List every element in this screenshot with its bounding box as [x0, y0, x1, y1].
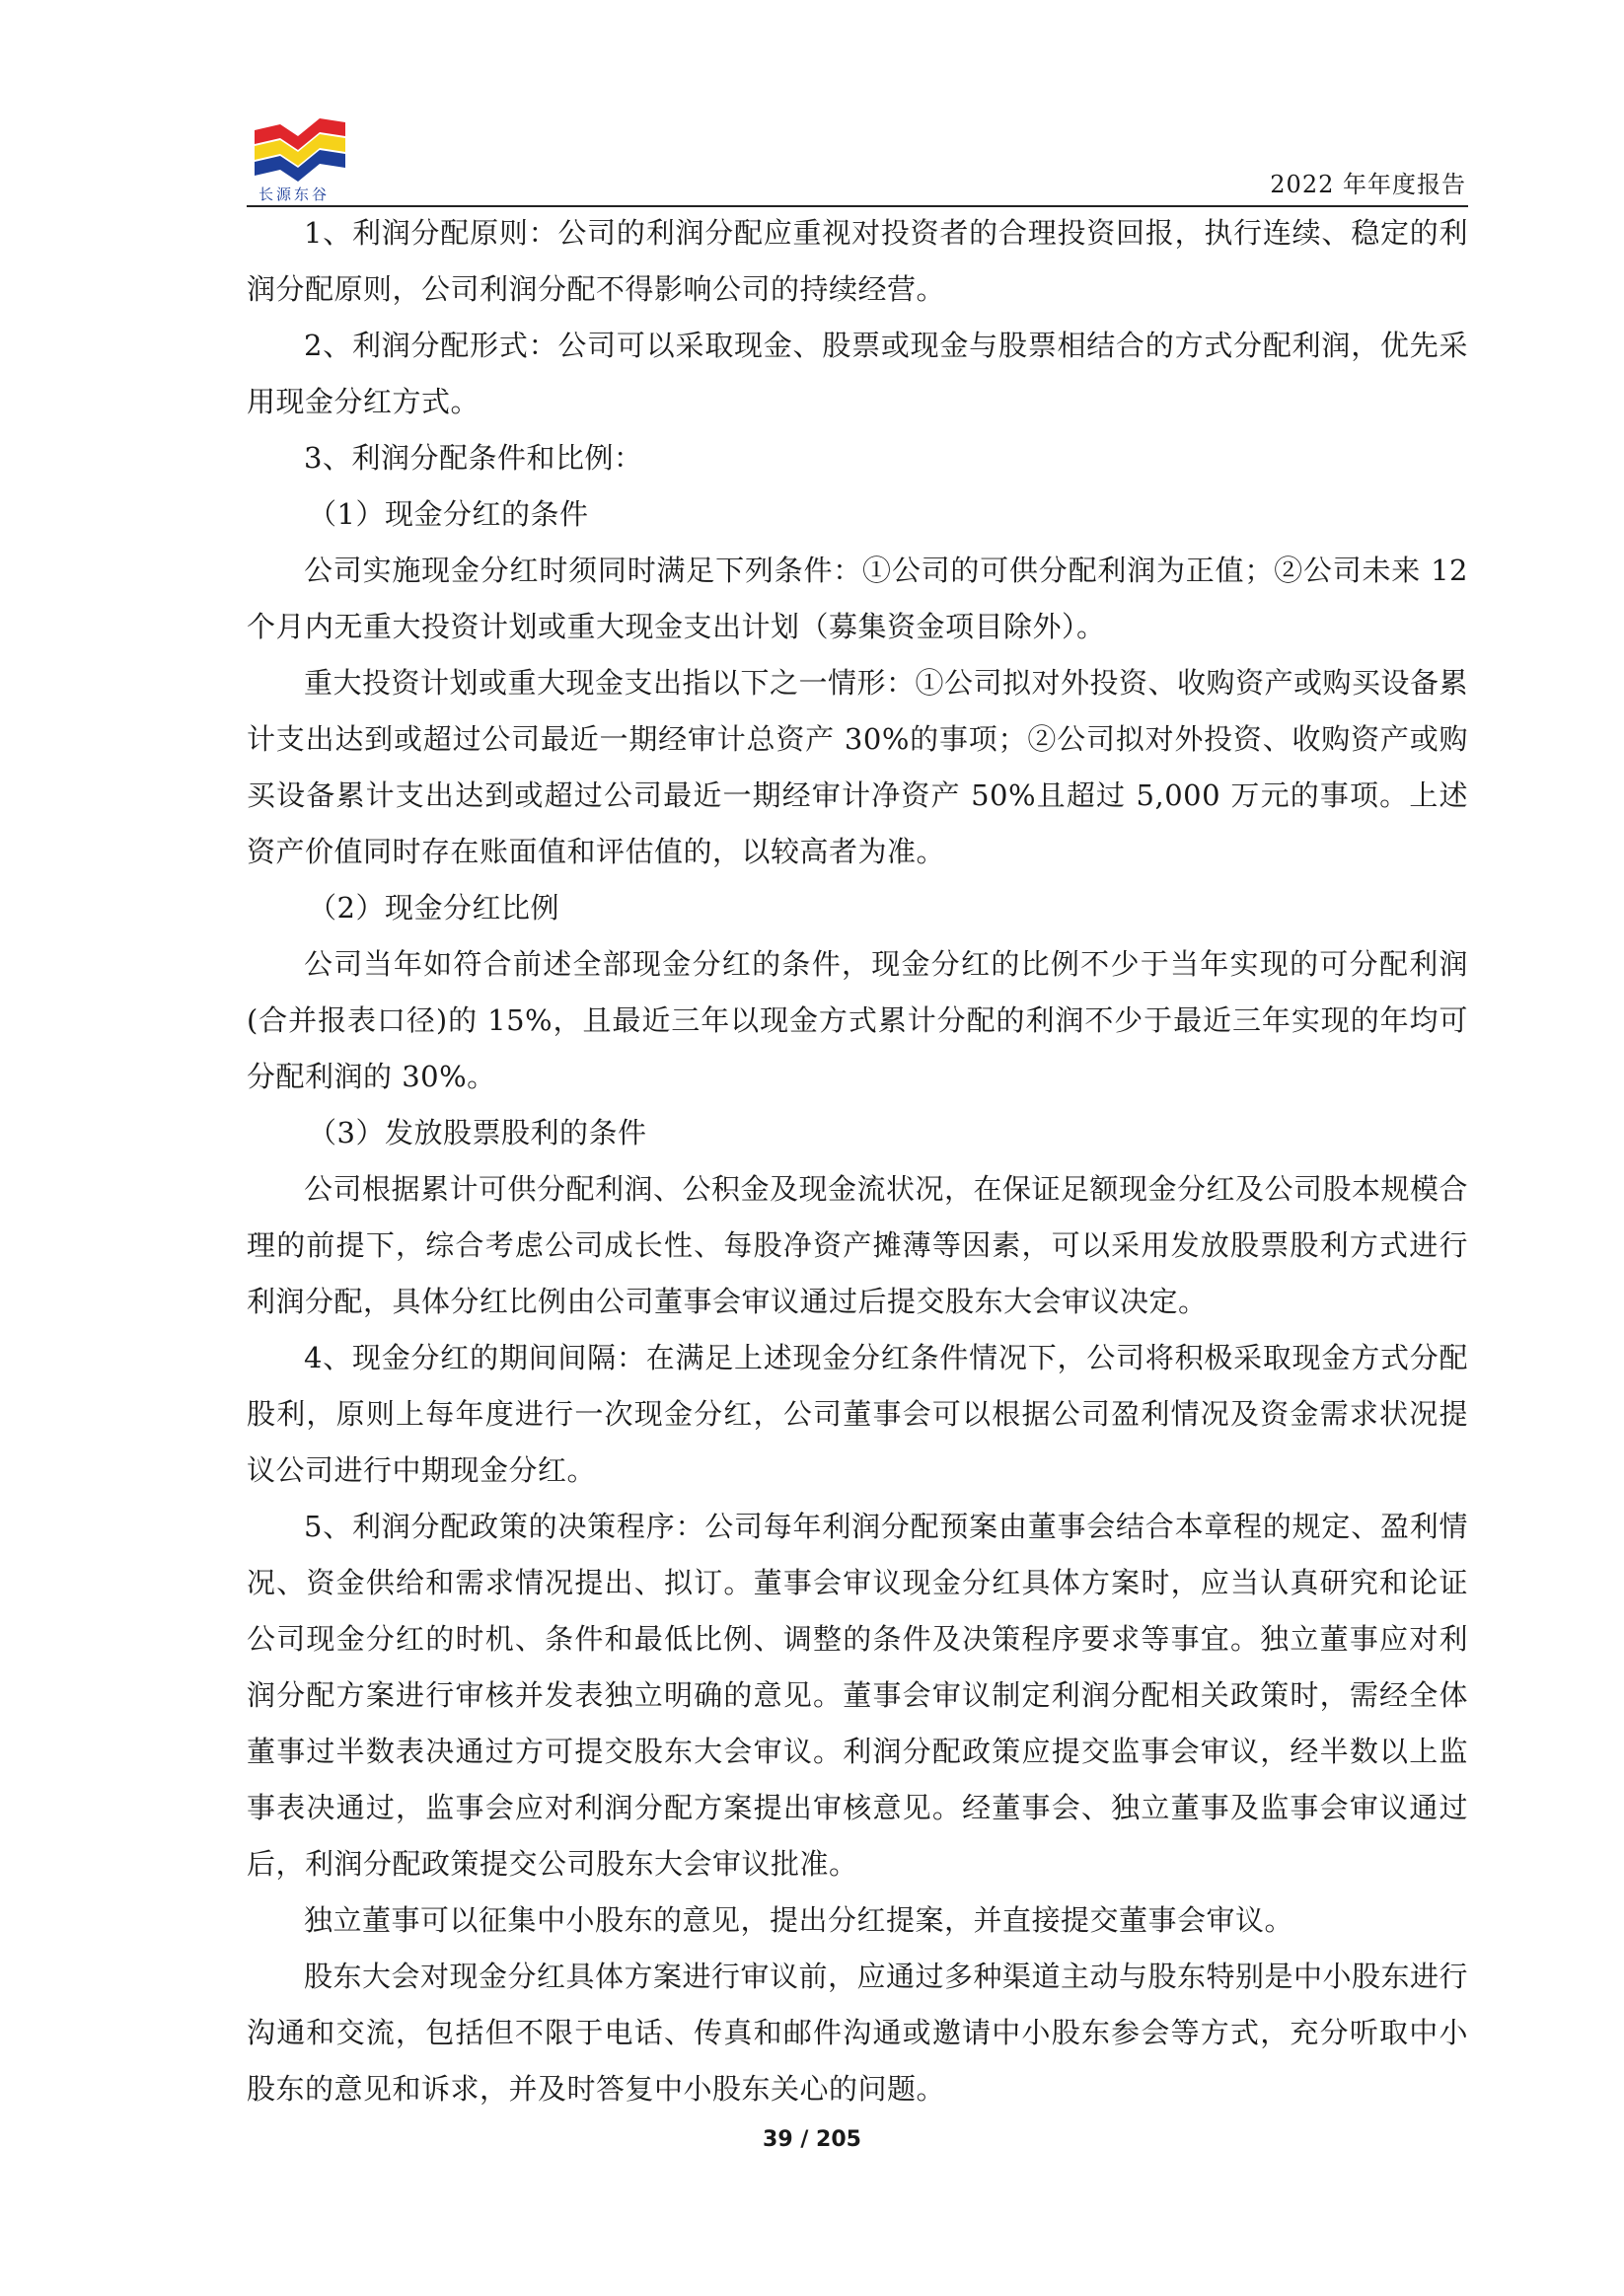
page-header — [247, 109, 1468, 207]
paragraph-conditions-heading: 3、利润分配条件和比例： — [304, 441, 643, 475]
paragraph-cash-dividend-conditions: 公司实施现金分红时须同时满足下列条件：①公司的可供分配利润为正值；②公司未来 12 个月内无重大投资计划或重大现金支出计划（募集资金项目除外）。 — [247, 554, 1468, 643]
paragraph-dividend-interval: 4、现金分红的期间间隔：在满足上述现金分红条件情况下，公司将积极采取现金方式分配股利，原则上每年度进行一次现金分红，公司董事会可以根据公司盈利情况及资金需求状况提议公司进行中期现金分红。 — [247, 1341, 1468, 1487]
company-logo — [251, 109, 349, 203]
report-title: 2022 年年度报告 — [1270, 171, 1466, 198]
paragraph-profit-form: 2、利润分配形式：公司可以采取现金、股票或现金与股票相结合的方式分配利润，优先采用现金分红方式。 — [247, 329, 1468, 418]
page-number: 39 / 205 — [763, 2127, 861, 2152]
logo-icon — [251, 109, 349, 184]
subheading-cash-dividend-ratio: （2）现金分红比例 — [308, 891, 559, 925]
paragraph-stock-dividend: 公司根据累计可供分配利润、公积金及现金流状况，在保证足额现金分红及公司股本规模合理的前提下，综合考虑公司成长性、每股净资产摊薄等因素，可以采用发放股票股利方式进行利润分配，具体分红比例由公司董事会审议通过后提交股东大会审议决定。 — [247, 1172, 1469, 1318]
paragraph-independent-director: 独立董事可以征集中小股东的意见，提出分红提案，并直接提交董事会审议。 — [304, 1903, 1294, 1937]
paragraph-cash-dividend-ratio: 公司当年如符合前述全部现金分红的条件，现金分红的比例不少于当年实现的可分配利润(合并报表口径)的 15%，且最近三年以现金方式累计分配的利润不少于最近三年实现的年均可分配利润的 30%。 — [247, 947, 1468, 1093]
subheading-stock-dividend-conditions: （3）发放股票股利的条件 — [308, 1116, 647, 1149]
paragraph-decision-procedure: 5、利润分配政策的决策程序：公司每年利润分配预案由董事会结合本章程的规定、盈利情况、资金供给和需求情况提出、拟订。董事会审议现金分红具体方案时，应当认真研究和论证公司现金分红的时机、条件和最低比例、调整的条件及决策程序要求等事宜。独立董事应对利润分配方案进行审核并发表独立明确的意见。董事会审议制定利润分配相关政策时，需经全体董事过半数表决通过方可提交股东大会审议。利润分配政策应提交监事会审议，经半数以上监事表决通过，监事会应对利润分配方案提出审核意见。经董事会、独立董事及监事会审议通过后，利润分配政策提交公司股东大会审议批准。 — [247, 1510, 1468, 1881]
subheading-cash-dividend-conditions: （1）现金分红的条件 — [308, 497, 589, 531]
paragraph-shareholder-communication: 股东大会对现金分红具体方案进行审议前，应通过多种渠道主动与股东特别是中小股东进行沟通和交流，包括但不限于电话、传真和邮件沟通或邀请中小股东参会等方式，充分听取中小股东的意见和诉求，并及时答复中小股东关心的问题。 — [247, 1960, 1469, 2106]
paragraph-profit-principle: 1、利润分配原则：公司的利润分配应重视对投资者的合理投资回报，执行连续、稳定的利润分配原则，公司利润分配不得影响公司的持续经营。 — [247, 216, 1468, 306]
paragraph-major-investment: 重大投资计划或重大现金支出指以下之一情形：①公司拟对外投资、收购资产或购买设备累计支出达到或超过公司最近一期经审计总资产 30%的事项；②公司拟对外投资、收购资产或购买设备累计支出达到或超过公司最近一期经审计净资产 50%且超过 5,000 万元的事项。上述资产价值同时存在账面值和评估值的，以较高者为准。 — [247, 666, 1469, 868]
logo-text: 长源东谷 — [258, 185, 331, 203]
document-body — [247, 205, 1468, 2117]
